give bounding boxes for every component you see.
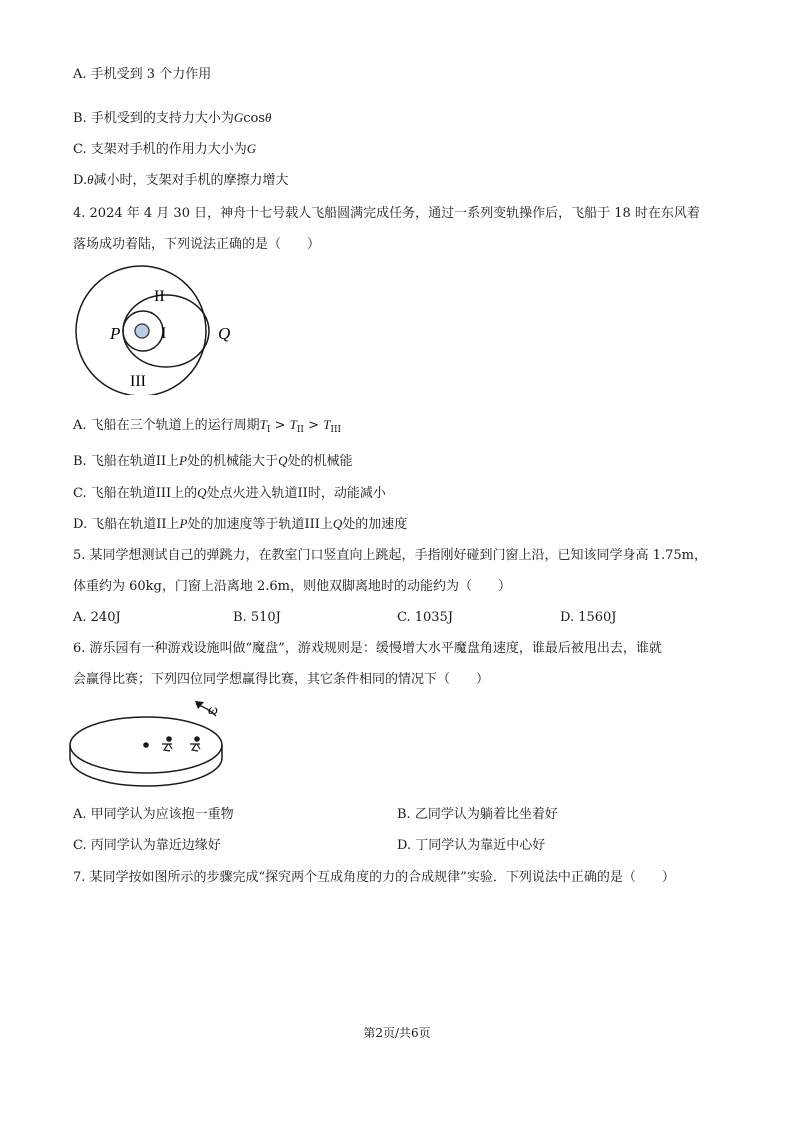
- q6-stem-line1: 6. 游乐园有一种游戏设施叫做“魔盘”，游戏规则是：缓慢增大水平魔盘角速度，谁最后被甩出去，谁就: [73, 641, 662, 656]
- q4-option-c-text1: C. 飞船在轨道III上的: [73, 486, 198, 501]
- q4-option-a-sub3: III: [330, 425, 342, 435]
- q4-option-a-gt2: >: [308, 418, 320, 433]
- q4-option-c-text2: 处点火进入轨道II时，动能减小: [206, 486, 386, 501]
- q3-option-c-text: C. 支架对手机的作用力大小为: [73, 142, 247, 157]
- q4-option-c: [73, 484, 386, 503]
- person-icon: [190, 737, 200, 751]
- q3-option-a: A. 手机受到 3 个力作用: [73, 67, 212, 82]
- q6-option-a: A. 甲同学认为应该抱一重物: [73, 807, 234, 822]
- q4-option-b-q: Q: [278, 453, 288, 468]
- q3-option-b-cos: cos: [243, 111, 265, 126]
- q4-option-b-p: P: [179, 453, 188, 468]
- q4-option-a-gt1: >: [274, 418, 286, 433]
- q3-option-d-text: 减小时，支架对手机的摩擦力增大: [93, 173, 289, 188]
- q5-option-d: D. 1560J: [560, 610, 617, 625]
- q3-option-c-g: G: [246, 141, 257, 156]
- q4-option-a: [73, 416, 341, 439]
- q4-option-a-t2: T: [289, 417, 297, 432]
- q6-stem-line2: 会赢得比赛；下列四位同学想赢得比赛，其它条件相同的情况下（ ）: [73, 672, 490, 687]
- q4-option-d-q: Q: [332, 516, 343, 531]
- person-icon: [162, 737, 172, 751]
- q3-option-b-theta: θ: [265, 110, 272, 125]
- q4-option-b-text3: 处的机械能: [287, 454, 353, 469]
- q6-option-c: C. 丙同学认为靠近边缘好: [73, 838, 221, 853]
- orbit-label-i: I: [161, 325, 167, 342]
- q7-stem-line1: 7. 某同学按如图所示的步骤完成“探究两个互成角度的力的合成规律”实验．下列说法中正确的是（ ）: [73, 870, 675, 885]
- page-footer: 第2页/共6页: [363, 1026, 431, 1040]
- q4-option-a-sub1: I: [266, 425, 271, 435]
- q4-option-a-sub2: II: [296, 425, 304, 435]
- q6-magic-disc-diagram: [68, 696, 238, 796]
- q5-stem-line1: 5. 某同学想测试自己的弹跳力，在教室门口竖直向上跳起，手指刚好碰到门窗上沿，已知该同学身高 1.75m，: [73, 548, 707, 563]
- orbit-label-iii: III: [130, 373, 146, 390]
- q4-option-d-text2: 处的加速度等于轨道III上: [187, 517, 333, 532]
- omega-label: ω: [208, 703, 218, 718]
- q5-option-a: A. 240J: [73, 610, 121, 625]
- q4-option-a-t1: T: [259, 417, 267, 432]
- point-label-q: Q: [218, 324, 231, 343]
- q4-option-b-text1: B. 飞船在轨道II上: [73, 454, 180, 469]
- q5-option-b: B. 510J: [233, 610, 281, 625]
- q3-option-d-theta: θ: [87, 172, 94, 187]
- q3-option-d-label: D.: [73, 173, 88, 188]
- q4-option-d-p: P: [179, 516, 188, 531]
- q3-option-b-text: B. 手机受到的支持力大小为: [73, 111, 234, 126]
- orbit-label-ii: II: [154, 288, 165, 305]
- q3-option-b: [73, 109, 271, 128]
- q4-option-d: [73, 515, 407, 534]
- point-label-p: P: [110, 324, 121, 343]
- q3-option-c: [73, 140, 256, 159]
- q4-option-a-t3: T: [323, 417, 331, 432]
- q4-option-c-q: Q: [197, 485, 207, 500]
- q4-stem-line1: 4. 2024 年 4 月 30 日，神舟十七号载人飞船圆满完成任务，通过一系列变轨操作后，飞船于 18 时在东风着: [73, 206, 700, 221]
- q4-option-b: [73, 452, 352, 471]
- q3-option-d: [73, 171, 289, 190]
- q4-orbit-diagram: [70, 265, 250, 395]
- q6-option-d: D. 丁同学认为靠近中心好: [397, 838, 546, 853]
- q3-option-b-g: G: [233, 110, 244, 125]
- disc-center-dot: [143, 742, 149, 748]
- q4-option-d-text1: D. 飞船在轨道II上: [73, 517, 180, 532]
- q5-stem-line2: 体重约为 60kg，门窗上沿离地 2.6m，则他双脚离地时的动能约为（ ）: [73, 579, 512, 594]
- q4-option-d-text3: 处的加速度: [342, 517, 408, 532]
- planet-icon: [135, 324, 149, 338]
- q4-option-a-text: A. 飞船在三个轨道上的运行周期: [73, 418, 260, 433]
- q5-option-c: C. 1035J: [397, 610, 454, 625]
- rotation-arrowhead-icon: [195, 701, 204, 709]
- q4-option-b-text2: 处的机械能大于: [187, 454, 279, 469]
- q4-stem-line2: 落场成功着陆，下列说法正确的是（ ）: [73, 237, 321, 252]
- q6-option-b: B. 乙同学认为躺着比坐着好: [397, 807, 558, 822]
